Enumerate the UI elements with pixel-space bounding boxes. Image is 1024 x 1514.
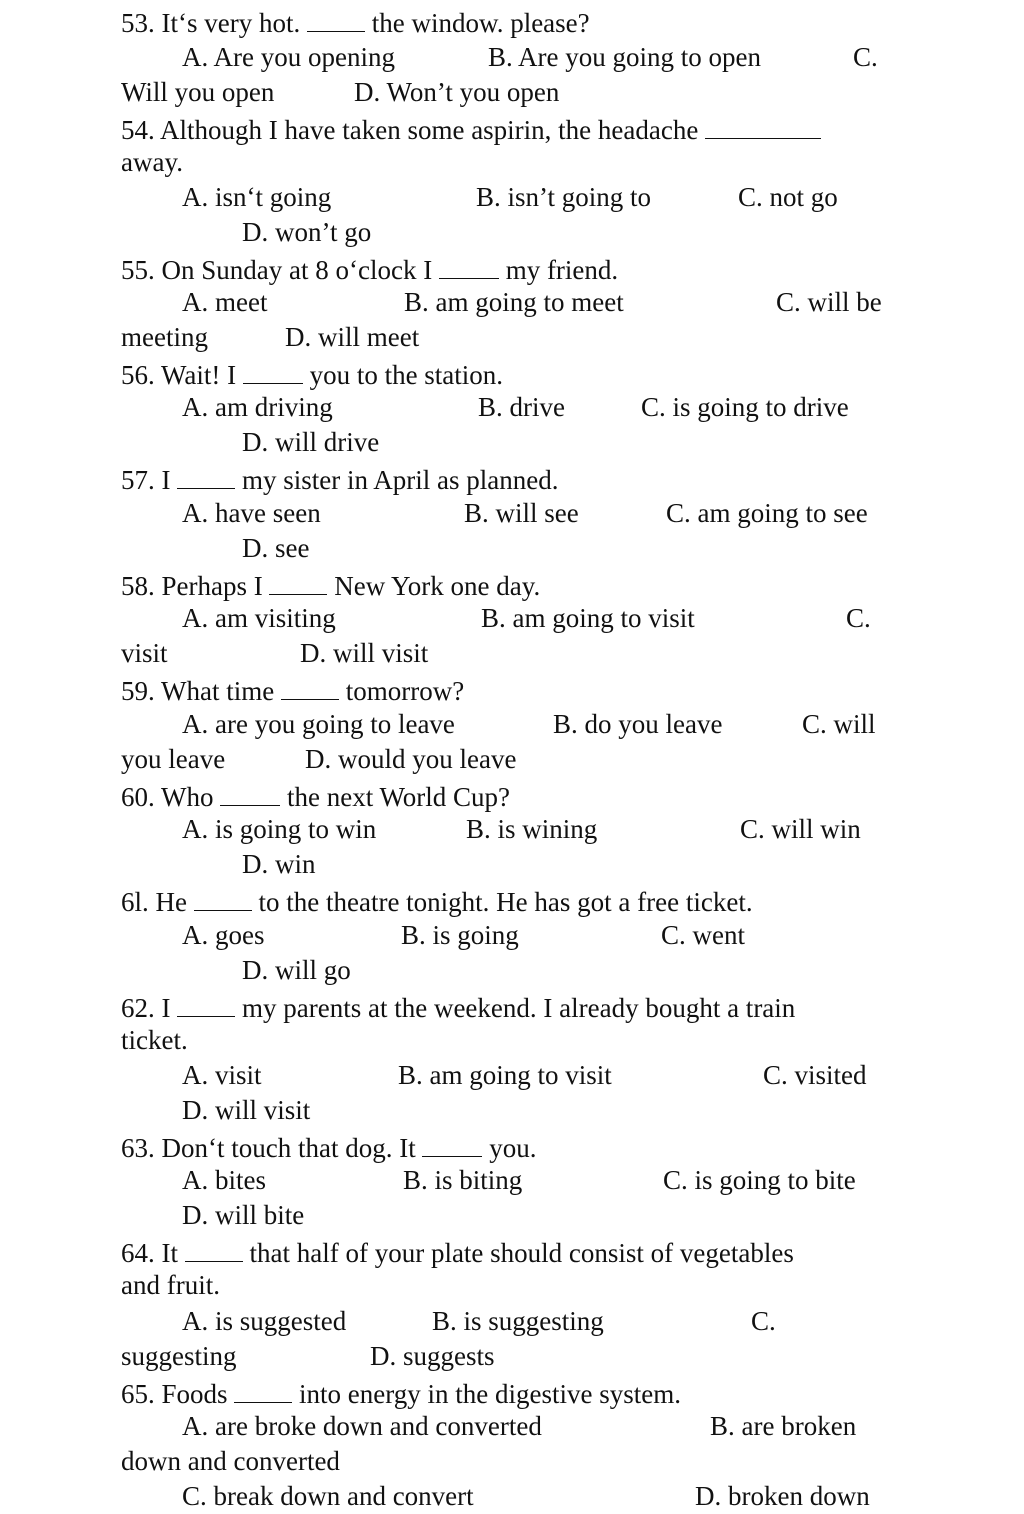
question-60-option-c: C. will win (740, 814, 861, 844)
question-59-option-c-continued: you leave (121, 744, 226, 774)
answer-blank (269, 566, 327, 595)
question-65-stem: 65. Foods into energy in the digestive system. (121, 1374, 681, 1409)
question-58-option-c-continued: visit (121, 638, 168, 668)
answer-blank (307, 3, 365, 32)
question-56-option-d: D. will drive (242, 427, 380, 457)
question-63-stem: 63. Don‘t touch that dog. It you. (121, 1128, 536, 1163)
question-58-option-c: C. (846, 603, 871, 633)
question-65-option-b-continued: down and converted (121, 1446, 340, 1476)
question-54-option-a: A. isn‘t going (182, 182, 332, 212)
question-62-option-a: A. visit (182, 1060, 262, 1090)
question-63-option-a: A. bites (182, 1165, 266, 1195)
question-55-option-d: D. will meet (285, 322, 420, 352)
question-53-option-c: C. (853, 42, 878, 72)
answer-blank (220, 777, 280, 806)
question-59-option-a: A. are you going to leave (182, 709, 455, 739)
question-65-option-d: D. broken down (695, 1481, 870, 1511)
answer-blank (422, 1128, 482, 1157)
question-64-stem: 64. It that half of your plate should consist of vegetables (121, 1233, 794, 1268)
question-57-option-b: B. will see (464, 498, 579, 528)
question-54-stem-continued: away. (121, 147, 183, 177)
question-63-option-b: B. is biting (403, 1165, 523, 1195)
question-65-option-c: C. break down and convert (182, 1481, 474, 1511)
question-55-option-c-continued: meeting (121, 322, 208, 352)
question-56-option-a: A. am driving (182, 392, 333, 422)
question-54-stem: 54. Although I have taken some aspirin, the headache (121, 110, 821, 145)
question-64-option-d: D. suggests (370, 1341, 495, 1371)
answer-blank (281, 671, 339, 700)
question-65-option-a: A. are broke down and converted (182, 1411, 542, 1441)
question-53-option-b: B. Are you going to open (488, 42, 761, 72)
question-59-option-b: B. do you leave (553, 709, 723, 739)
question-54-option-d: D. won’t go (242, 217, 372, 247)
question-56-option-b: B. drive (478, 392, 565, 422)
question-64-option-c-continued: suggesting (121, 1341, 237, 1371)
question-59-stem: 59. What time tomorrow? (121, 671, 464, 706)
question-62-option-c: C. visited (763, 1060, 867, 1090)
question-59-option-c: C. will (802, 709, 876, 739)
question-65-option-b: B. are broken (710, 1411, 857, 1441)
question-58-option-a: A. am visiting (182, 603, 336, 633)
question-59-option-d: D. would you leave (305, 744, 517, 774)
question-64-option-a: A. is suggested (182, 1306, 347, 1336)
question-56-option-c: C. is going to drive (641, 392, 849, 422)
question-53-option-d: D. Won’t you open (354, 77, 560, 107)
question-60-option-d: D. win (242, 849, 316, 879)
question-54-option-c: C. not go (738, 182, 838, 212)
answer-blank (177, 988, 235, 1017)
question-61-option-c: C. went (661, 920, 745, 950)
question-62-stem: 62. I my parents at the weekend. I already bought a train (121, 988, 795, 1023)
question-61-option-a: A. goes (182, 920, 265, 950)
question-64-option-c: C. (751, 1306, 776, 1336)
answer-blank (185, 1233, 243, 1262)
question-60-option-a: A. is going to win (182, 814, 377, 844)
question-53-option-a: A. Are you opening (182, 42, 395, 72)
question-55-option-c: C. will be (776, 287, 882, 317)
question-61-stem: 6l. He to the theatre tonight. He has got a free ticket. (121, 882, 753, 917)
question-54-option-b: B. isn’t going to (476, 182, 652, 212)
question-63-option-d: D. will bite (182, 1200, 305, 1230)
answer-blank (177, 460, 235, 489)
question-57-option-c: C. am going to see (666, 498, 868, 528)
question-57-option-d: D. see (242, 533, 310, 563)
question-53-option-c-continued: Will you open (121, 77, 275, 107)
question-55-stem: 55. On Sunday at 8 o‘clock I my friend. (121, 250, 618, 285)
question-53-stem: 53. It‘s very hot. the window. please? (121, 3, 590, 38)
answer-blank (194, 882, 252, 911)
question-60-stem: 60. Who the next World Cup? (121, 777, 510, 812)
question-58-option-d: D. will visit (300, 638, 429, 668)
question-57-stem: 57. I my sister in April as planned. (121, 460, 558, 495)
question-57-option-a: A. have seen (182, 498, 321, 528)
answer-blank (243, 355, 303, 384)
question-62-option-d: D. will visit (182, 1095, 311, 1125)
question-61-option-b: B. is going (401, 920, 519, 950)
answer-blank (705, 110, 821, 139)
question-62-stem-continued: ticket. (121, 1025, 188, 1055)
question-62-option-b: B. am going to visit (398, 1060, 612, 1090)
question-61-option-d: D. will go (242, 955, 351, 985)
answer-blank (234, 1374, 292, 1403)
question-55-option-b: B. am going to meet (404, 287, 624, 317)
answer-blank (439, 250, 499, 279)
question-64-stem-continued: and fruit. (121, 1270, 220, 1300)
question-60-option-b: B. is wining (466, 814, 598, 844)
question-63-option-c: C. is going to bite (663, 1165, 856, 1195)
question-56-stem: 56. Wait! I you to the station. (121, 355, 503, 390)
question-64-option-b: B. is suggesting (432, 1306, 604, 1336)
question-55-option-a: A. meet (182, 287, 268, 317)
question-58-stem: 58. Perhaps I New York one day. (121, 566, 540, 601)
question-58-option-b: B. am going to visit (481, 603, 695, 633)
